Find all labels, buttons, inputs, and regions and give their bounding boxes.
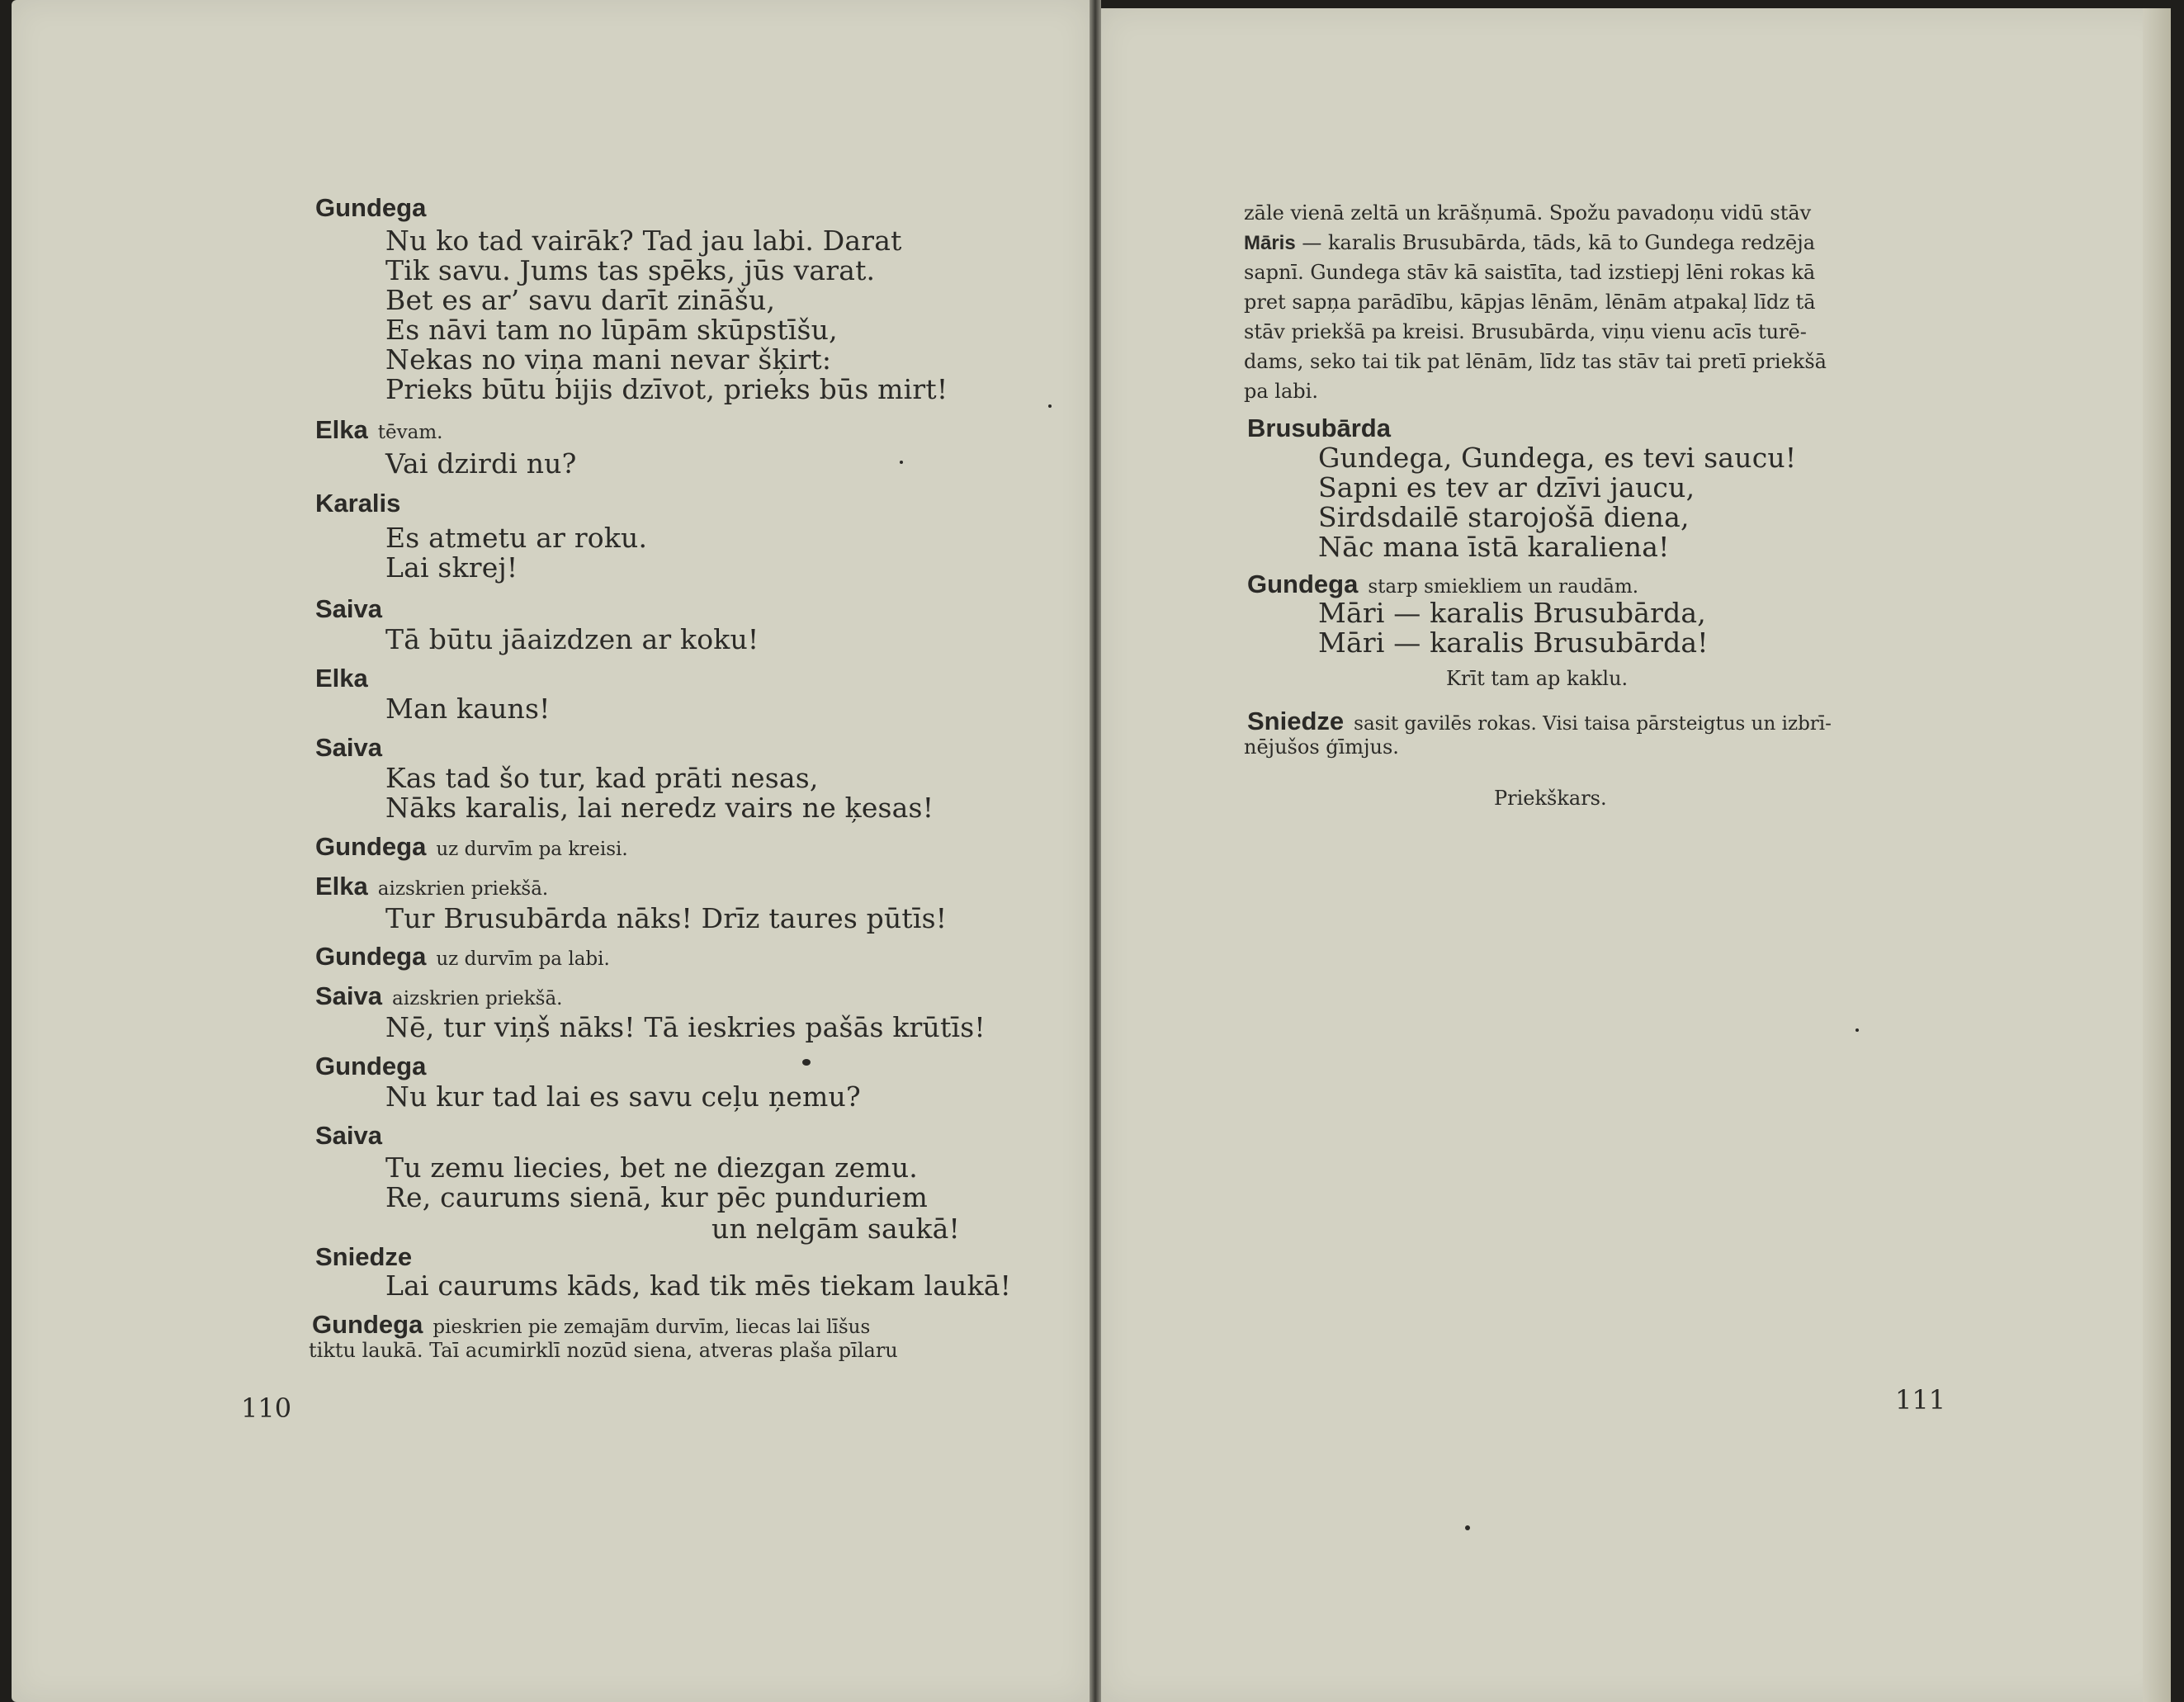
verse-line: Sapni es tev ar dzīvi jaucu, xyxy=(1318,471,1695,504)
speaker-name: Saiva xyxy=(315,981,383,1010)
speaker-line xyxy=(315,1244,412,1269)
speaker-line xyxy=(1247,708,1832,734)
paper-speck xyxy=(900,461,903,464)
speaker-line xyxy=(312,1312,870,1337)
verse-line: un nelgām saukā! xyxy=(711,1213,960,1245)
verse-line: Lai skrej! xyxy=(385,551,518,584)
speaker-name: Brusubārda xyxy=(1247,414,1391,442)
prose-line: stāv priekšā pa kreisi. Brusubārda, viņu vienu acīs turē- xyxy=(1244,320,1807,343)
verse-line: Bet es ar’ savu darīt zināšu, xyxy=(385,284,776,316)
speaker-line xyxy=(315,735,382,760)
speaker-line xyxy=(315,596,382,622)
stage-direction: starp smiekliem un raudām. xyxy=(1368,576,1639,598)
speaker-line xyxy=(315,665,368,691)
stage-direction: uz durvīm pa kreisi. xyxy=(436,839,628,860)
verse-line: Lai caurums kāds, kad tik mēs tiekam laukā! xyxy=(385,1269,1012,1302)
paper-speck xyxy=(1048,404,1052,408)
verse-line: Man kauns! xyxy=(385,693,551,725)
verse-line: Nu kur tad lai es savu ceļu ņemu? xyxy=(385,1080,861,1113)
speaker-name: Gundega xyxy=(315,942,427,971)
speaker-line xyxy=(315,983,562,1009)
prose-line xyxy=(1244,233,1815,253)
speaker-name: Karalis xyxy=(315,489,401,518)
verse-line: Sirdsdailē starojošā diena, xyxy=(1318,501,1690,533)
speaker-name: Sniedze xyxy=(1247,707,1345,735)
prose-line: pret sapņa parādību, kāpjas lēnām, lēnām atpakaļ līdz tā xyxy=(1244,291,1816,314)
speaker-line xyxy=(315,873,548,899)
verse-line: Kas tad šo tur, kad prāti nesas, xyxy=(385,762,819,794)
paper-speck xyxy=(802,1059,811,1066)
verse-line: Nu ko tad vairāk? Tad jau labi. Darat xyxy=(385,225,902,257)
verse-line: Re, caurums sienā, kur pēc punduriem xyxy=(385,1181,928,1213)
stage-direction: aizskrien priekšā. xyxy=(392,988,563,1009)
curtain-line: Priekškars. xyxy=(1494,787,1607,810)
speaker-name: Gundega xyxy=(315,1052,427,1080)
speaker-name: Saiva xyxy=(315,1121,383,1150)
prose-line: Krīt tam ap kaklu. xyxy=(1446,667,1629,690)
prose-line: pa labi. xyxy=(1244,380,1318,403)
verse-line: Nāks karalis, lai neredz vairs ne ķesas! xyxy=(385,792,934,824)
stage-direction: tēvam. xyxy=(377,422,443,443)
paper-speck xyxy=(1465,1525,1470,1530)
prose-line: dams, seko tai tik pat lēnām, līdz tas stāv tai pretī priekšā xyxy=(1244,350,1827,373)
page-number: 111 xyxy=(1895,1384,1946,1416)
verse-line: Nāc mana īstā karaliena! xyxy=(1318,531,1670,563)
verse-line: Māri — karalis Brusubārda, xyxy=(1318,597,1706,629)
speaker-name: Gundega xyxy=(315,832,427,861)
speaker-line xyxy=(315,1053,426,1079)
speaker-name: Gundega xyxy=(315,193,427,222)
verse-line: Tik savu. Jums tas spēks, jūs varat. xyxy=(385,254,876,286)
speaker-line xyxy=(1247,571,1638,597)
speaker-line xyxy=(315,834,628,859)
speaker-name: Saiva xyxy=(315,733,383,762)
verse-line: Tur Brusubārda nāks! Drīz taures pūtīs! xyxy=(385,902,948,934)
verse-line: Prieks būtu bijis dzīvot, prieks būs mirt! xyxy=(385,373,948,405)
page-number: 110 xyxy=(241,1392,292,1424)
speaker-line xyxy=(315,1123,382,1148)
verse-line: Nē, tur viņš nāks! Tā ieskries pašās krūtīs! xyxy=(385,1011,986,1043)
prose-line: tiktu laukā. Taī acumirklī nozūd siena, atveras plaša pīlaru xyxy=(309,1339,898,1362)
prose-line: sapnī. Gundega stāv kā saistīta, tad izstiepj lēni rokas kā xyxy=(1244,261,1816,284)
speaker-name: Elka xyxy=(315,415,368,444)
stage-direction: pieskrien pie zemajām durvīm, liecas lai līšus xyxy=(433,1317,871,1338)
speaker-name: Elka xyxy=(315,664,368,693)
stage-direction: sasit gavilēs rokas. Visi taisa pārsteigtus un izbrī- xyxy=(1354,713,1832,735)
prose-line: zāle vienā zeltā un krāšņumā. Spožu pavadoņu vidū stāv xyxy=(1244,201,1812,225)
speaker-line xyxy=(1247,415,1391,441)
book-gutter xyxy=(1090,0,1101,1702)
prose-text: — karalis Brusubārda, tāds, kā to Gundega redzēja xyxy=(1302,231,1815,254)
verse-line: Māri — karalis Brusubārda! xyxy=(1318,626,1709,659)
speaker-name: Gundega xyxy=(312,1310,423,1339)
bold-name: Māris xyxy=(1244,232,1296,254)
speaker-line xyxy=(315,417,442,442)
speaker-name: Gundega xyxy=(1247,570,1359,598)
speaker-name: Saiva xyxy=(315,594,383,623)
verse-line: Gundega, Gundega, es tevi saucu! xyxy=(1318,442,1797,474)
verse-line: Vai dzirdi nu? xyxy=(385,447,577,480)
verse-line: Tu zemu liecies, bet ne diezgan zemu. xyxy=(385,1151,918,1184)
speaker-name: Elka xyxy=(315,872,368,901)
verse-line: Es atmetu ar roku. xyxy=(385,522,648,554)
speaker-line xyxy=(315,490,400,516)
verse-line: Tā būtu jāaizdzen ar koku! xyxy=(385,623,759,655)
prose-line: nējušos ģīmjus. xyxy=(1244,735,1399,759)
speaker-line xyxy=(315,943,610,969)
stage-direction: uz durvīm pa labi. xyxy=(436,948,610,970)
speaker-name: Sniedze xyxy=(315,1242,413,1271)
stage-direction: aizskrien priekšā. xyxy=(377,878,549,900)
verse-line: Es nāvi tam no lūpām skūpstīšu, xyxy=(385,314,838,346)
paper-speck xyxy=(1855,1028,1859,1032)
verse-line: Nekas no viņa mani nevar šķirt: xyxy=(385,343,832,376)
speaker-line xyxy=(315,195,426,220)
